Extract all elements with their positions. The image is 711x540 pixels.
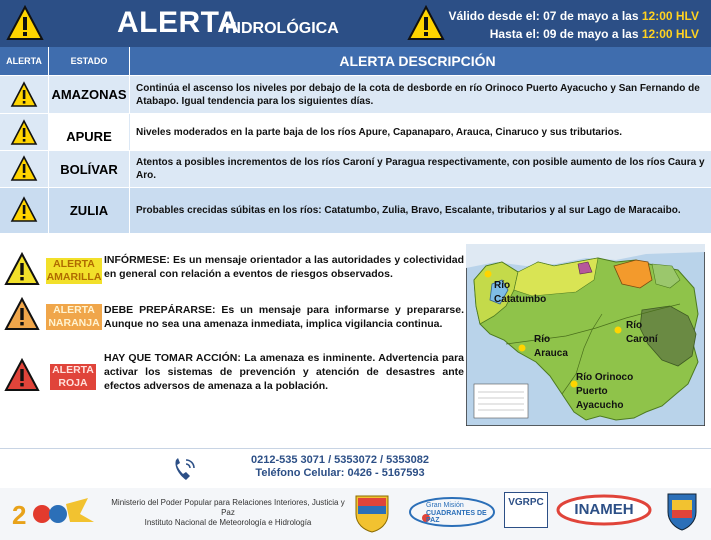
venezuela-shield-logo xyxy=(352,490,392,534)
venezuela-map xyxy=(466,244,705,426)
shield-emblem-logo xyxy=(664,490,700,534)
row-descripcion: Atentos a posibles incrementos de los ríos Caroní y Paragua respectivamente, con posible aumento de los ríos Caura y Aro. xyxy=(136,157,705,181)
row-descripcion: Continúa el ascenso los niveles por debajo de la cota de desborde en río Orinoco Puerto Ayacucho y San Fernando de Atabapo. Igual tendencia para los siguientes días. xyxy=(136,82,700,107)
row-estado: APURE xyxy=(49,114,129,150)
row-estado: ZULIA xyxy=(69,203,109,218)
badge-alerta-amarilla: ALERTA AMARILLA xyxy=(46,258,102,283)
map-label-catatumbo-1: Río xyxy=(494,280,511,291)
table-row xyxy=(0,76,711,113)
header-descripcion: ALERTA DESCRIPCIÓN xyxy=(339,53,496,69)
2030-logo xyxy=(8,492,98,532)
map-label-catatumbo-2: Catatumbo xyxy=(494,294,547,305)
warning-icon-red xyxy=(4,358,40,392)
header-alerta: ALERTA xyxy=(6,56,42,66)
phone-numbers: 0212-535 3071 / 5353072 / 5353082 xyxy=(251,454,429,466)
svg-text:2: 2 xyxy=(12,500,27,530)
row-estado: AMAZONAS xyxy=(51,87,127,102)
header-estado: ESTADO xyxy=(70,56,108,66)
warning-icon-header-left xyxy=(6,5,44,41)
warning-icon-orange xyxy=(4,297,40,331)
row-estado: BOLÍVAR xyxy=(60,161,118,177)
badge-alerta-naranja: ALERTA NARANJA xyxy=(46,304,102,330)
vgrpc-logo: VGRPC xyxy=(504,492,548,528)
row-descripcion: Probables crecidas súbitas en los ríos: Catatumbo, Zulia, Bravo, Escalante, tributarios y al sur Lago de Maracaibo. xyxy=(136,205,681,216)
footer-divider xyxy=(0,448,711,449)
legend-text-naranja: DEBE PREPÁRARSE: Es un mensaje para informarse y prepararse. Aunque no sea una amenaza inmediata, implica vigilancia continua. xyxy=(104,304,464,330)
map-label-orinoco-1: Río Orinoco xyxy=(576,372,634,383)
phone-icon xyxy=(170,456,200,484)
table-header xyxy=(0,47,711,75)
legend-text-amarilla: INFÓRMESE: Es un mensaje orientador a las autoridades y colectividad en general con relación a eventos de riesgos observados. xyxy=(104,254,464,280)
map-label-orinoco-2: Puerto xyxy=(576,386,608,397)
row-descripcion: Niveles moderados en la parte baja de los ríos Apure, Capanaparo, Arauca, Cinaruco y sus tributarios. xyxy=(136,126,623,138)
badge-alerta-roja: ALERTA ROJA xyxy=(50,364,96,390)
valid-from: Válido desde el: 07 de mayo a las 12:00 HLV xyxy=(448,9,699,23)
mobile-number: Teléfono Celular: 0426 - 5167593 xyxy=(255,467,425,479)
inameh-logo: INAMEH xyxy=(556,494,652,526)
map-label-arauca-2: Arauca xyxy=(534,348,568,359)
title-main: ALERTA xyxy=(117,6,240,39)
map-label-caroni-1: Río xyxy=(626,320,643,331)
map-label-caroni-2: Caroní xyxy=(626,334,658,345)
title-sub: HIDROLÓGICA xyxy=(225,20,339,37)
warning-icon xyxy=(10,196,38,223)
table-row xyxy=(0,188,711,233)
cuadrantes-de-paz-logo: Gran Misión CUADRANTES DE PAZ xyxy=(406,490,498,530)
ministry-text: Ministerio del Poder Popular para Relaciones Interiores, Justicia y Paz Instituto Nacional de Meteorología e Hidrología xyxy=(111,498,345,527)
map-label-orinoco-3: Ayacucho xyxy=(576,400,624,411)
table-row xyxy=(0,114,711,150)
map-label-arauca-1: Río xyxy=(534,334,551,345)
legend-text-roja: HAY QUE TOMAR ACCIÓN: La amenaza es inminente. Advertencia para activar los sistemas de prevención y atención de desastres ante efectos adversos de amenaza a la población. xyxy=(104,352,464,392)
warning-icon-yellow xyxy=(4,252,40,286)
warning-icon xyxy=(10,119,38,146)
warning-icon xyxy=(10,81,38,108)
table-row xyxy=(0,151,711,187)
warning-icon-header-right xyxy=(407,5,445,41)
valid-to: Hasta el: 09 de mayo a las 12:00 HLV xyxy=(489,27,699,41)
warning-icon xyxy=(10,155,38,182)
